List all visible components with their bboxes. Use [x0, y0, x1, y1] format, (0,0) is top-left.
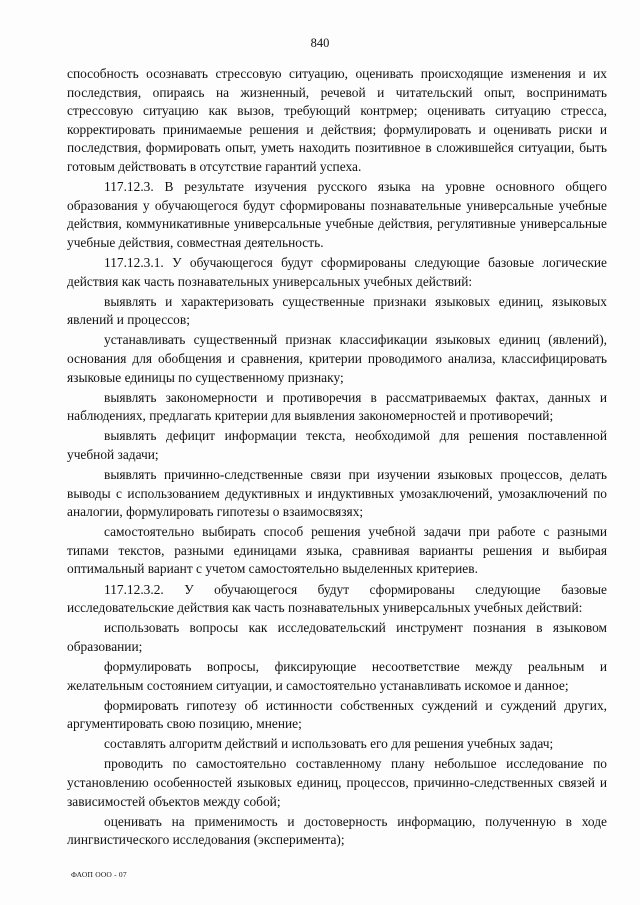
body-text — [67, 65, 607, 851]
paragraph: самостоятельно выбирать способ решения учебной задачи при работе с разными типами текстов, разными единицами языка, сравнивая варианты решения и выбирая оптимальный вариант с учетом самостоятельно выделенных критериев. — [67, 524, 607, 577]
paragraph: оценивать на применимость и достоверность информацию, полученную в ходе лингвистического исследования (эксперимента); — [67, 813, 607, 848]
paragraph: составлять алгоритм действий и использовать его для решения учебных задач; — [104, 736, 554, 752]
paragraph: способность осознавать стрессовую ситуацию, оценивать происходящие изменения и их последствия, опираясь на жизненный, речевой и читательский опыт, воспринимать стрессовую ситуацию как вызов, требующий контрмер; оценивать ситуацию стресса, корректировать принимаемые решения и действия; формулировать и оценивать риски и последствия, формировать опыт, уметь находить позитивное в сложившейся ситуации, быть готовым действовать в отсутствие гарантий успеха. — [67, 66, 607, 174]
paragraph: 117.12.3.1. У обучающегося будут сформированы следующие базовые логические действия как часть познавательных универсальных учебных действий: — [67, 254, 607, 289]
paragraph: выявлять дефицит информации текста, необходимой для решения поставленной учебной задачи; — [67, 428, 607, 462]
paragraph: использовать вопросы как исследовательский инструмент познания в языковом образовании; — [67, 620, 607, 654]
paragraph: формулировать вопросы, фиксирующие несоответствие между реальным и желательным состоянием ситуации, и самостоятельно устанавливать искомое и данное; — [67, 658, 607, 693]
paragraph: выявлять и характеризовать существенные признаки языковых единиц, языковых явлений и процессов; — [67, 293, 607, 328]
paragraph: 117.12.3. В результате изучения русского языка на уровне основного общего образования у обучающегося будут сформированы познавательные универсальные учебные действия, коммуникативные универсальные учебные действия, регулятивные универсальные учебные действия, совместная деятельность. — [67, 179, 607, 250]
paragraph: 117.12.3.2. У обучающегося будут сформированы следующие базовые исследовательские действия как часть познавательных универсальных учебных действий: — [67, 581, 607, 616]
paragraph: выявлять закономерности и противоречия в рассматриваемых фактах, данных и наблюдениях, предлагать критерии для выявления закономерностей и противоречий; — [67, 389, 607, 424]
footer-code: ФАОП ООО - 07 — [71, 870, 127, 879]
paragraph: формировать гипотезу об истинности собственных суждений и суждений других, аргументировать свою позицию, мнение; — [67, 697, 607, 732]
paragraph: устанавливать существенный признак классификации языковых единиц (явлений), основания для обобщения и сравнения, критерии проводимого анализа, классифицировать языковые единицы по существенному признаку; — [67, 332, 607, 385]
page-number: 840 — [310, 36, 330, 50]
paragraph: проводить по самостоятельно составленному плану небольшое исследование по установлению особенностей языковых единиц, процессов, причинно-следственных связей и зависимостей объектов между собой; — [67, 756, 607, 809]
paragraph: выявлять причинно-следственные связи при изучении языковых процессов, делать выводы с использованием дедуктивных и индуктивных умозаключений, умозаключений по аналогии, формулировать гипотезы о взаимосвязях; — [67, 466, 607, 520]
